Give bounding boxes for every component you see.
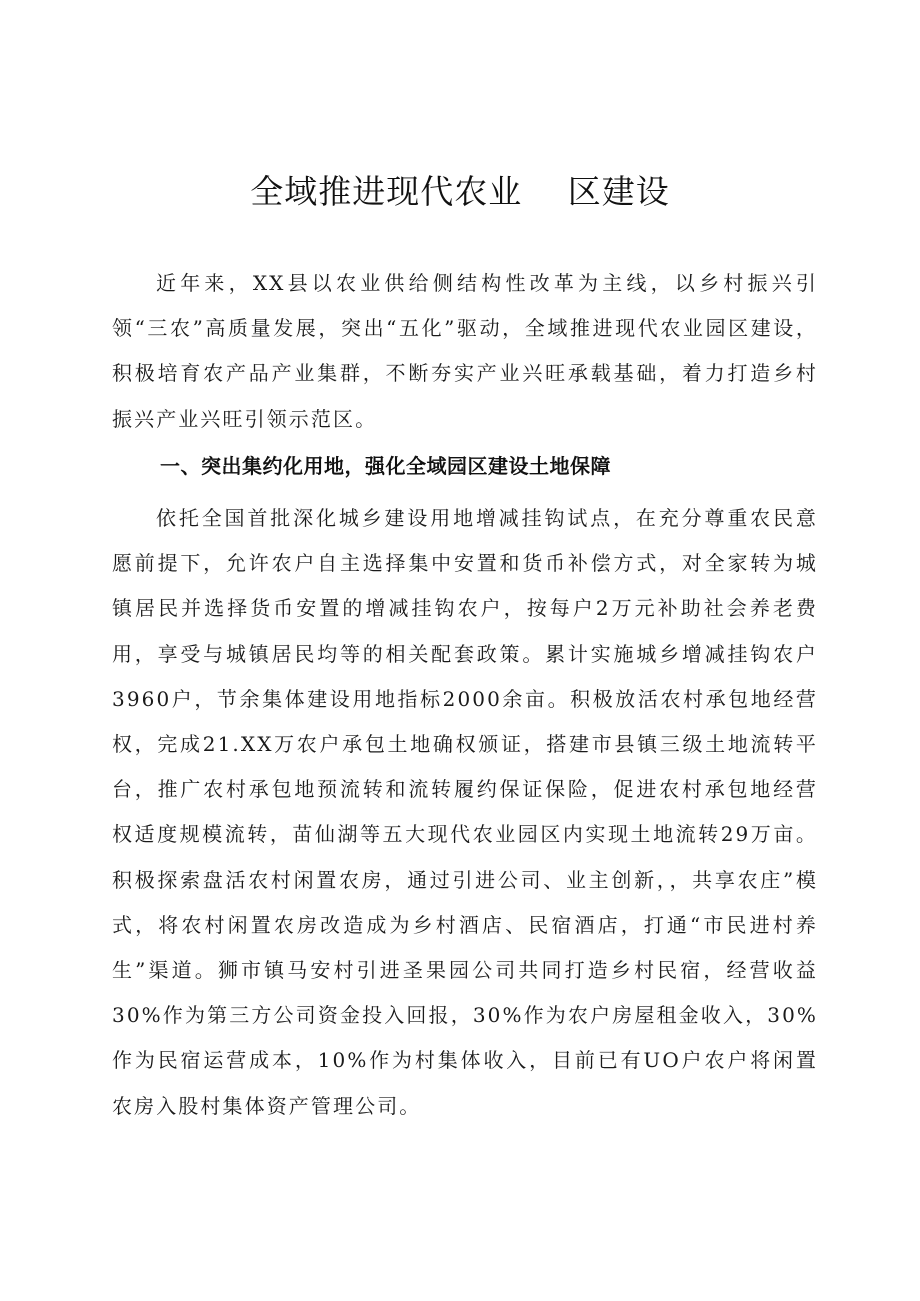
section-paragraph: 依托全国首批深化城乡建设用地增减挂钩试点，在充分尊重农民意愿前提下，允许农户自主选择集中安置和货币补偿方式，对全家转为城镇居民并选择货币安置的增减挂钩农户，按每户2万元补助社会养老费用，享受与城镇居民均等的相关配套政策。累计实施城乡增减挂钩农户3960户，节余集体建设用地指标2000余亩。积极放活农村承包地经营权，完成21.XX万农户承包土地确权颁证，搭建市县镇三级土地流转平台，推广农村承包地预流转和流转履约保证保险，促进农村承包地经营权适度规模流转，苗仙湖等五大现代农业园区内实现土地流转29万亩。积极探索盘活农村闲置农房，通过引进公司、业主创新，，共享农庄”模式，将农村闲置农房改造成为乡村酒店、民宿酒店，打通“市民进村养生”渠道。狮市镇马安村引进圣果园公司共同打造乡村民宿，经营收益30%作为第三方公司资金投入回报，30%作为农户房屋租金收入，30%作为民宿运营成本，10%作为村集体收入，目前已有UO户农户将闲置农房入股村集体资产管理公司。 [112, 506, 818, 1118]
section-heading: 一、突出集约化用地，强化全域园区建设土地保障 [160, 454, 611, 478]
document-title: 全域推进现代农业 区建设 [250, 172, 670, 211]
intro-paragraph: 近年来，XX县以农业供给侧结构性改革为主线，以乡村振兴引领“三农”高质量发展，突出“五化”驱动，全域推进现代农业园区建设，积极培育农产品产业集群，不断夯实产业兴旺承载基础，着力打造乡村振兴产业兴旺引领示范区。 [112, 271, 818, 431]
